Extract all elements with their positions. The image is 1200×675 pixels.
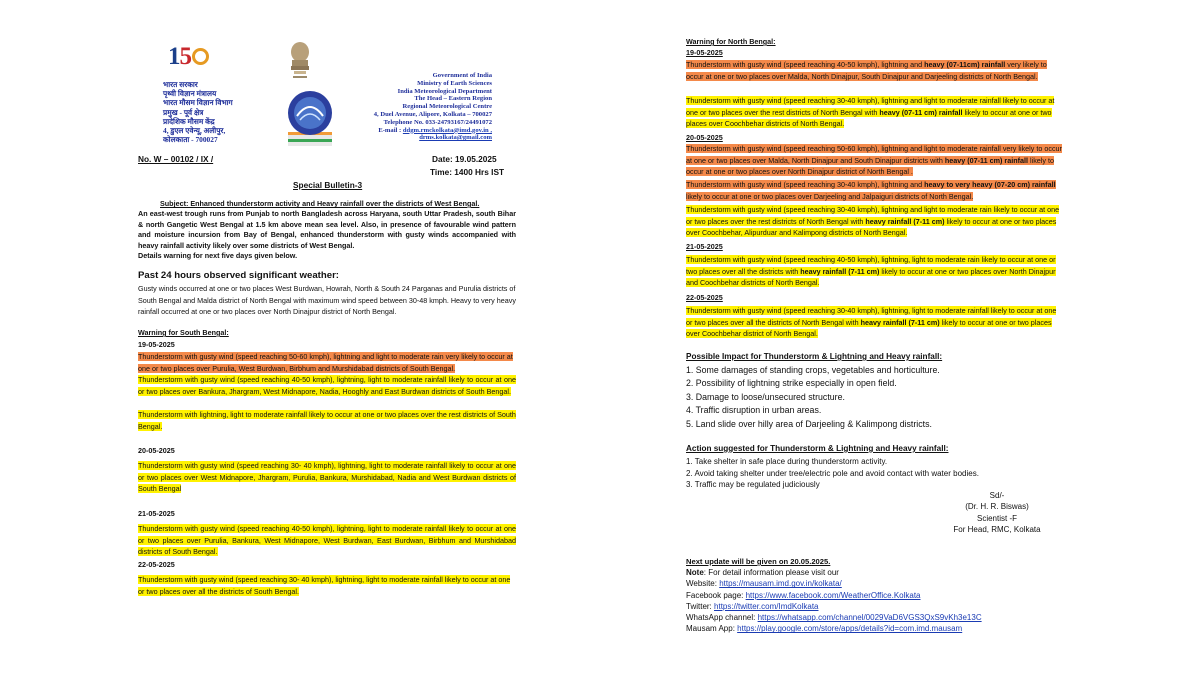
signatory-name: (Dr. H. R. Biswas) (965, 502, 1029, 512)
north-warning-22-1: Thunderstorm with gusty wind (speed reaching 30-40 kmph), lightning, light to moderate rainfall likely to occur at one or two places over all the districts of North Bengal with heavy rainfall (7-11 cm) likely to occur at one or two places over Coochbehar district of North Bengal. (686, 306, 1057, 339)
south-date-22: 22-05-2025 (138, 560, 175, 569)
impact-item: 4. Traffic disruption in urban areas. (686, 405, 822, 416)
past-weather-heading: Past 24 hours observed significant weather: (138, 270, 339, 281)
south-warning-19-3: Thunderstorm with lightning, light to moderate rainfall likely to occur at one or two places over the rest districts of South Bengal. (138, 410, 516, 431)
signatory-designation: Scientist -F (976, 513, 1017, 523)
south-warning-21-1: Thunderstorm with gusty wind (speed reaching 40-50 kmph), lightning, light to moderate rainfall likely to occur at one or two places over Purulia, Bankura, West Midnapore, West Burdwan, East Burdwan, Birbhum and Murshidabad districts of South Bengal. (138, 524, 516, 557)
impact-item: 2. Possibility of lightning strike especially in open field. (686, 378, 897, 389)
north-bengal-heading: Warning for North Bengal: (686, 37, 776, 46)
reference-number: No. W – 00102 / IX / (138, 154, 214, 164)
north-warning-20-1: Thunderstorm with gusty wind (speed reaching 50-60 kmph), lightning and light to moderate rainfall very likely to occur at one or two places over Malda, North Dinajpur and South Dinajpur districts with heavy (07-11 cm) rainfall likely to occur at one or two places over North Dinajpur district of North Bengal . (686, 144, 1062, 177)
north-warning-20-3: Thunderstorm with gusty wind (speed reaching 30-40 kmph), lightning and light to moderate rain likely to occur at one or two places over the rest districts of North Bengal with heavy rainfall (7-11 cm) likely to occur at one or two places over Coochbehar, Alipurduar and Kalimpong districts of North Bengal. (686, 205, 1060, 238)
signature-sd: Sd/- (989, 491, 1005, 500)
impact-item: 1. Some damages of standing crops, vegetables and horticulture. (686, 365, 940, 375)
hindi-line: भारत मौसम विज्ञान विभाग (163, 98, 233, 108)
email-label: E-mail : (378, 126, 403, 134)
signature-block (942, 490, 1052, 536)
next-update: Next update will be given on 20.05.2025. (686, 557, 831, 566)
action-item: 2. Avoid taking shelter under tree/electric pole and avoid contact with water bodies. (686, 468, 979, 478)
south-warning-19-1: Thunderstorm with gusty wind (speed reaching 50-60 kmph), lightning and light to moderate rain very likely to occur at one or two places over Purulia, West Burdwan, Birbhum and Murshidabad districts of South Bengal. (138, 352, 513, 373)
impact-heading: Possible Impact for Thunderstorm & Lightning and Heavy rainfall: (686, 352, 943, 361)
mausam-app-label: Mausam App: (686, 624, 738, 634)
details-line: Details warning for next five days given below. (138, 251, 298, 260)
whatsapp-link[interactable]: https://whatsapp.com/channel/0029VaD6VGS3QxS9vKh3e13C (757, 613, 982, 623)
note-label: Note (686, 568, 704, 577)
north-warning-21-1: Thunderstorm with gusty wind (speed reaching 40-50 kmph), lightning, light to moderate rain likely to occur at one or two places over all the districts with heavy rainfall (7-11 cm) likely to occur at one or two places over North Dinajpur and Coochbehar districts of North Bengal. (686, 255, 1056, 288)
govt-line: The Head – Eastern Region (414, 95, 492, 103)
website-label: Website: (686, 579, 720, 589)
hindi-address-block (163, 80, 273, 144)
imd-logo-icon (284, 88, 336, 146)
action-item: 1. Take shelter in safe place during thunderstorm activity. (686, 457, 888, 466)
south-date-19: 19-05-2025 (138, 340, 175, 349)
facebook-label: Facebook page: (686, 590, 746, 600)
south-date-20: 20-05-2025 (138, 446, 175, 455)
action-heading: Action suggested for Thunderstorm & Lightning and Heavy rainfall: (686, 444, 949, 453)
intro-paragraph: An east-west trough runs from Punjab to north Bangladesh across Haryana, south Uttar Pradesh, south Bihar & north Gangetic West Bengal at 1.5 km above mean sea level. Also, in presence of favourable wind pattern and moisture incursion from Bay of Bengal, enhanced thunderstorm with gusty winds accompanied with heavy rainfall activity likely over some districts of West Bengal. (138, 209, 516, 250)
action-list (686, 456, 979, 491)
note-text: : For detail information please visit our (703, 568, 839, 577)
north-date-19: 19-05-2025 (686, 48, 723, 57)
twitter-link[interactable]: https://twitter.com/ImdKolkata (714, 601, 819, 611)
bulletin-date: Date: 19.05.2025 (432, 154, 497, 164)
south-warning-20-1: Thunderstorm with gusty wind (speed reaching 30- 40 kmph), lightning, light to moderate rainfall likely to occur at one or two places over West Midnapore, Jhargram, Purulia, Bankura, Murshidabad, Nadia and West Burdwan districts of South Bengal (138, 461, 516, 494)
north-warning-19-1: Thunderstorm with gusty wind (speed reaching 40-50 kmph), lightning and heavy (07-11cm) rainfall very likely to occur at one or two places over Malda, North Dinajpur, South Dinajpur and Darjeeling districts of North Bengal. (686, 60, 1047, 81)
south-warning-22-1: Thunderstorm with gusty wind (speed reaching 30- 40 kmph), lightning, light to moderate rainfall likely to occur at one or two places over all the districts of South Bengal. (138, 575, 511, 596)
north-date-21: 21-05-2025 (686, 242, 723, 251)
hindi-line: प्रमुख - पूर्व क्षेत्र (163, 107, 204, 117)
hindi-line: कोलकाता - 700027 (163, 135, 218, 145)
govt-line: Telephone No. 033-24793167/24491072 (383, 118, 492, 126)
south-date-21: 21-05-2025 (138, 509, 175, 518)
imd-150-logo: 15 (168, 43, 209, 71)
north-warning-20-2: Thunderstorm with gusty wind (speed reaching 30-40 kmph), lightning and heavy to very heavy (07-20 cm) rainfall likely to occur at one or two places over Darjeeling and Jalpaiguri districts of North Bengal. (686, 180, 1056, 201)
north-date-20: 20-05-2025 (686, 133, 723, 142)
south-bengal-heading: Warning for South Bengal: (138, 328, 229, 337)
hindi-line: 4, डुएल एवेन्यू, अलीपुर, (163, 126, 226, 136)
website-link[interactable]: https://mausam.imd.gov.in/kolkata/ (719, 579, 842, 589)
past-weather-text: Gusty winds occurred at one or two places West Burdwan, Howrah, North & South 24 Parganas and Purulia districts of South Bengal and Malda district of North Bengal with maximum wind speed between 30-48 kmph. Heavy to very heavy rainfall occurred at one or two places over North Dinajpur district of North Bengal. (138, 284, 516, 317)
bulletin-page-2 (680, 0, 1070, 675)
email-link-1[interactable]: ddgm.rmckolkata@imd.gov.in , (402, 126, 492, 134)
north-warning-19-2: Thunderstorm with gusty wind (speed reaching 30-40 kmph), lightning and light to moderate rainfall likely to occur at one or two places over the rest districts of North Bengal with heavy (07-11 cm) rainfall likely to occur at one or two places over Coochbehar districts of North Bengal. (686, 96, 1055, 129)
govt-address-block (352, 72, 492, 142)
govt-line: Regional Meteorological Centre (402, 103, 492, 111)
bulletin-time: Time: 1400 Hrs IST (430, 167, 505, 177)
contact-block (686, 567, 982, 635)
govt-line: Government of India (432, 72, 492, 79)
signatory-office: For Head, RMC, Kolkata (953, 525, 1041, 535)
twitter-label: Twitter: (686, 601, 715, 611)
impact-item: 3. Damage to loose/unsecured structure. (686, 391, 845, 402)
govt-line: Ministry of Earth Sciences (417, 79, 492, 87)
impact-list (686, 364, 940, 431)
north-date-22: 22-05-2025 (686, 293, 723, 302)
facebook-link[interactable]: https://www.facebook.com/WeatherOffice.Kolkata (745, 590, 921, 600)
national-emblem-icon (288, 40, 312, 84)
impact-item: 5. Land slide over hilly area of Darjeeling & Kalimpong districts. (686, 418, 932, 429)
hindi-line: भारत सरकार (163, 80, 198, 89)
hindi-line: प्रादेशिक मौसम केंद्र (163, 116, 215, 126)
govt-line: 4, Duel Avenue, Alipore, Kolkata – 700027 (373, 110, 492, 118)
bulletin-page-1 (130, 0, 525, 675)
whatsapp-label: WhatsApp channel: (686, 613, 758, 623)
south-warning-19-2: Thunderstorm with gusty wind (speed reaching 40-50 kmph), lightning, light to moderate rainfall likely to occur at one or two places over Bankura, Jhargram, West Midnapore, Nadia, Hooghly and East Burdwan districts of South Bengal. (138, 375, 516, 396)
subject-line: Subject: Enhanced thunderstorm activity and Heavy rainfall over the districts of West Bengal. (160, 199, 480, 208)
mausam-app-link[interactable]: https://play.google.com/store/apps/details?id=com.imd.mausam (737, 624, 963, 634)
hindi-line: पृथ्वी विज्ञान मंत्रालय (163, 89, 217, 99)
action-item: 3. Traffic may be regulated judiciously (686, 480, 820, 490)
bulletin-title: Special Bulletin-3 (293, 180, 363, 190)
email-link-2[interactable]: drms.kolkata@gmail.com (419, 134, 492, 142)
govt-line: India Meteorological Department (397, 87, 492, 95)
